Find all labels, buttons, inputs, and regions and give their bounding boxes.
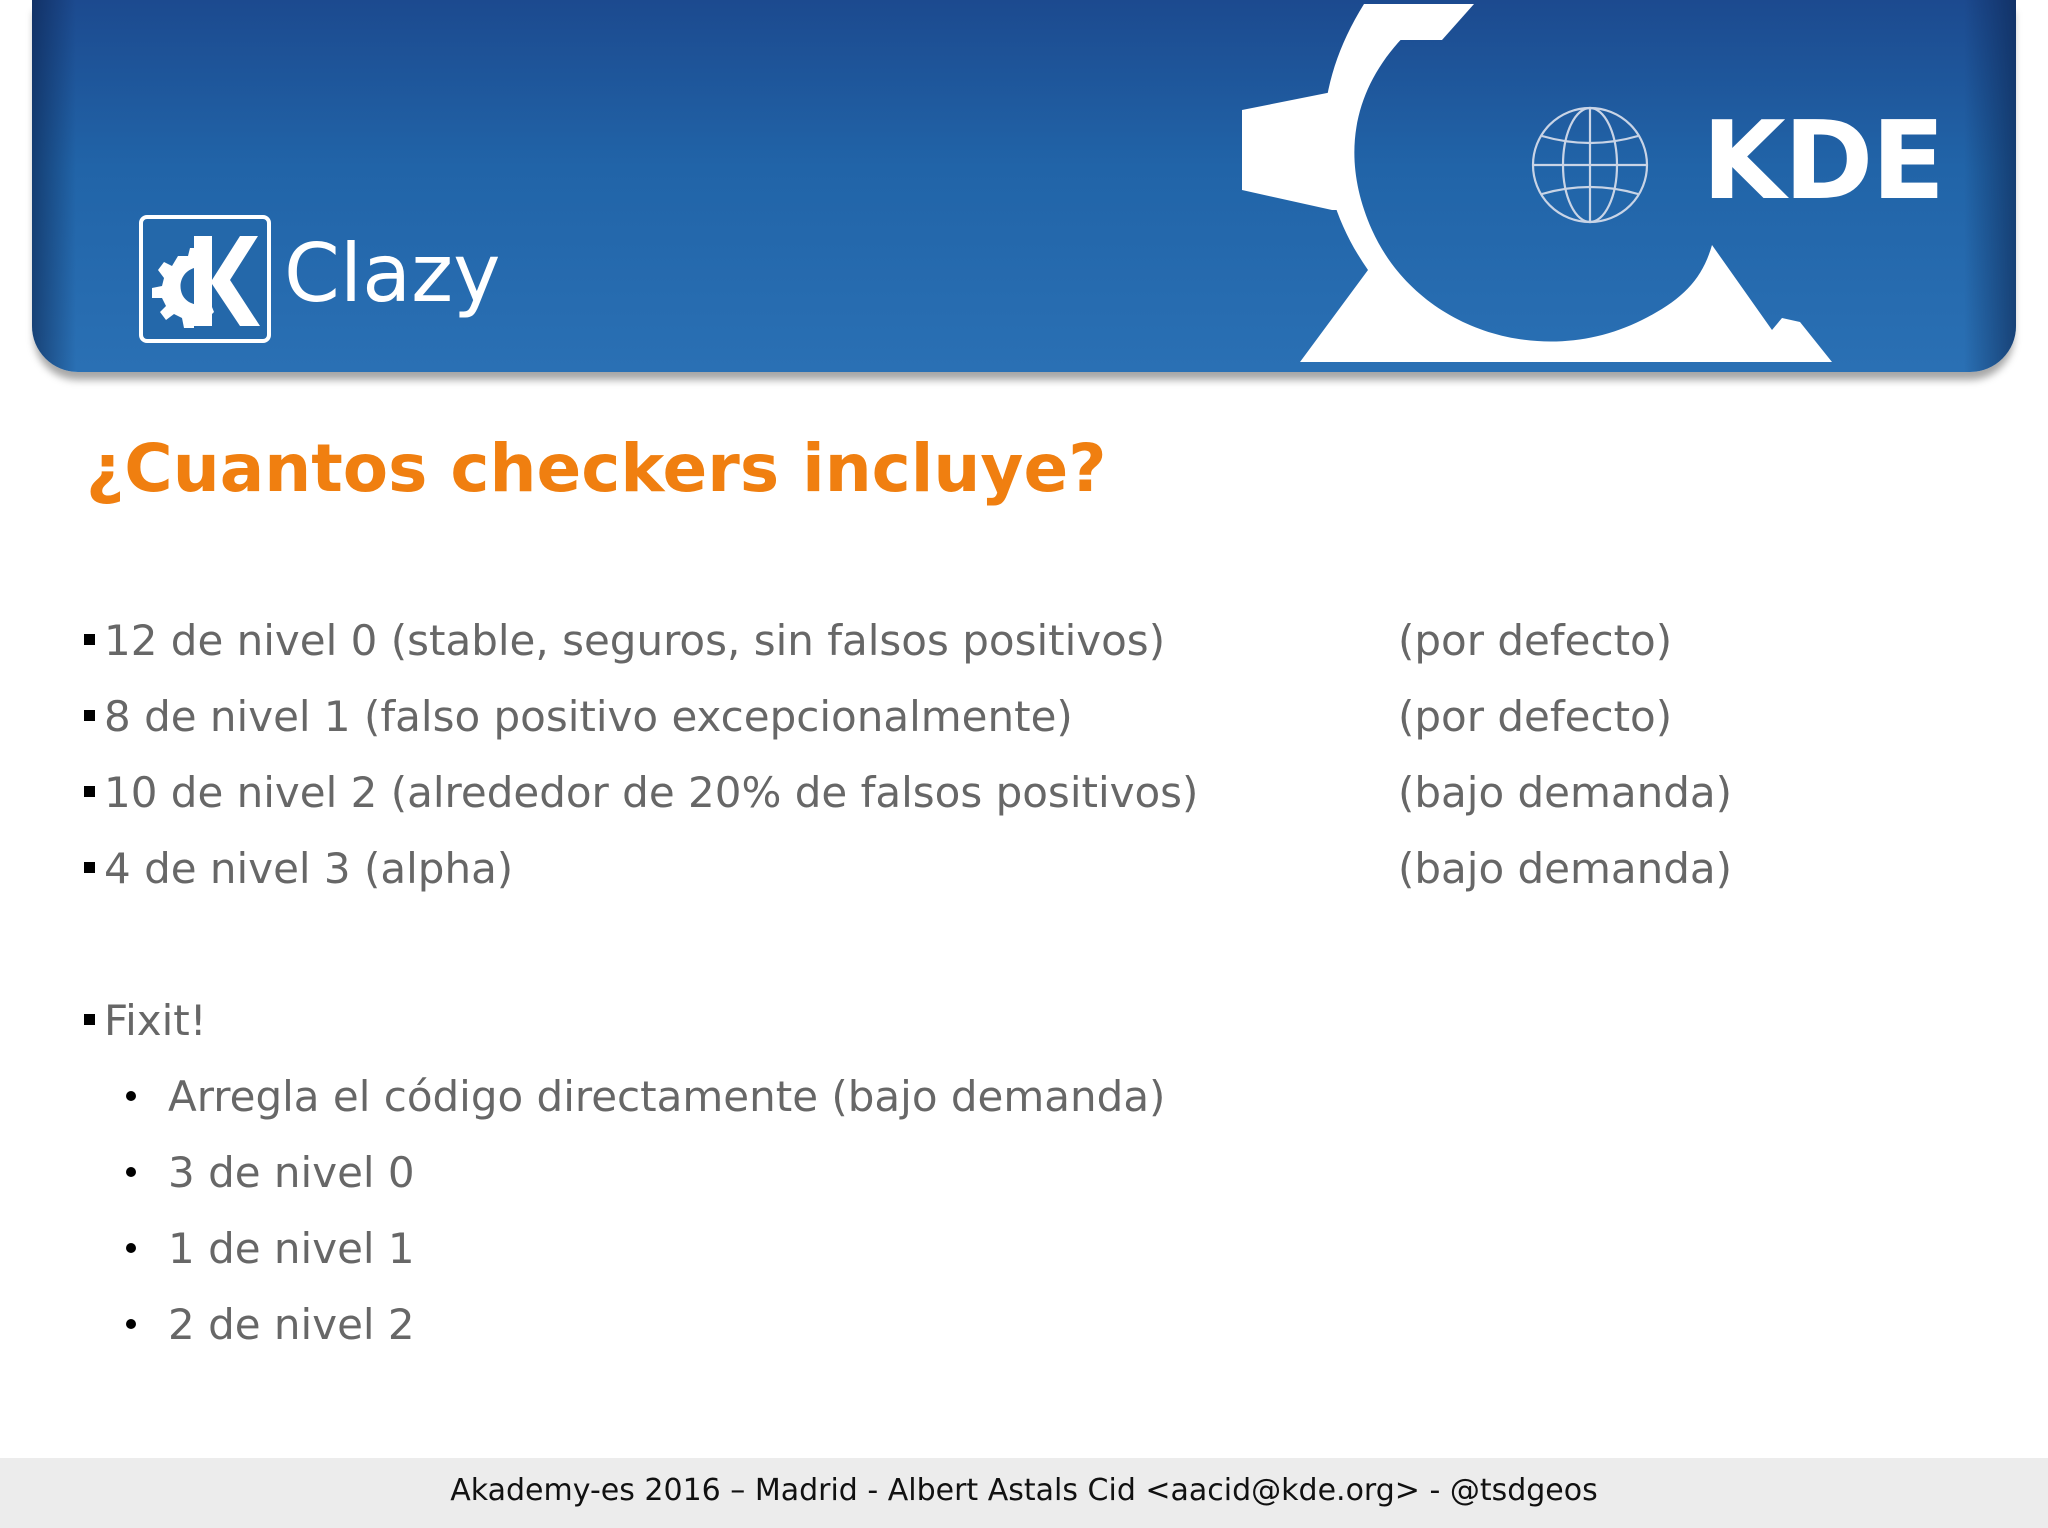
- list-item-text: 4 de nivel 3 (alpha): [104, 844, 514, 893]
- slide-title: ¿Cuantos checkers incluye?: [86, 430, 1107, 507]
- kde-k-gear-icon: [138, 214, 272, 344]
- list-item: [84, 692, 1073, 741]
- square-bullet-icon: [84, 786, 95, 797]
- list-item-note: (bajo demanda): [1398, 844, 1733, 893]
- list-item: [84, 616, 1166, 665]
- sub-list-item-text: 1 de nivel 1: [168, 1224, 415, 1273]
- round-bullet-icon: [126, 1167, 136, 1177]
- fixit-label: Fixit!: [104, 996, 207, 1045]
- square-bullet-icon: [84, 710, 95, 721]
- list-item: [84, 768, 1199, 817]
- list-item: [84, 844, 514, 893]
- sub-list-item-text: 3 de nivel 0: [168, 1148, 415, 1197]
- list-item-text: 10 de nivel 2 (alrededor de 20% de falsos positivos): [104, 768, 1199, 817]
- sub-list-item: [126, 1224, 415, 1273]
- round-bullet-icon: [126, 1243, 136, 1253]
- list-item-note: (bajo demanda): [1398, 768, 1733, 817]
- list-item-note: (por defecto): [1398, 692, 1673, 741]
- sub-list-item: [126, 1300, 415, 1349]
- footer-text: Akademy-es 2016 – Madrid - Albert Astals Cid <aacid@kde.org> - @tsdgeos: [450, 1473, 1598, 1508]
- square-bullet-icon: [84, 862, 95, 873]
- list-item-text: 8 de nivel 1 (falso positivo excepcionalmente): [104, 692, 1073, 741]
- sub-list-item: [126, 1072, 1166, 1121]
- square-bullet-icon: [84, 634, 95, 645]
- header-banner: [32, 0, 2016, 372]
- square-bullet-icon: [84, 1014, 95, 1025]
- fixit-item: [84, 996, 207, 1045]
- round-bullet-icon: [126, 1091, 136, 1101]
- list-item-note: (por defecto): [1398, 616, 1673, 665]
- app-name: Clazy: [284, 227, 501, 320]
- sub-list-item: [126, 1148, 415, 1197]
- sub-list-item-text: Arregla el código directamente (bajo demanda): [168, 1072, 1166, 1121]
- banner-shade-left: [32, 0, 76, 372]
- list-item-text: 12 de nivel 0 (stable, seguros, sin falsos positivos): [104, 616, 1166, 665]
- round-bullet-icon: [126, 1319, 136, 1329]
- sub-list-item-text: 2 de nivel 2: [168, 1300, 415, 1349]
- footer: [0, 1458, 2048, 1528]
- kde-wordmark: KDE: [1702, 99, 1944, 224]
- globe-icon: [1533, 108, 1647, 222]
- banner-shade-right: [1964, 0, 2016, 372]
